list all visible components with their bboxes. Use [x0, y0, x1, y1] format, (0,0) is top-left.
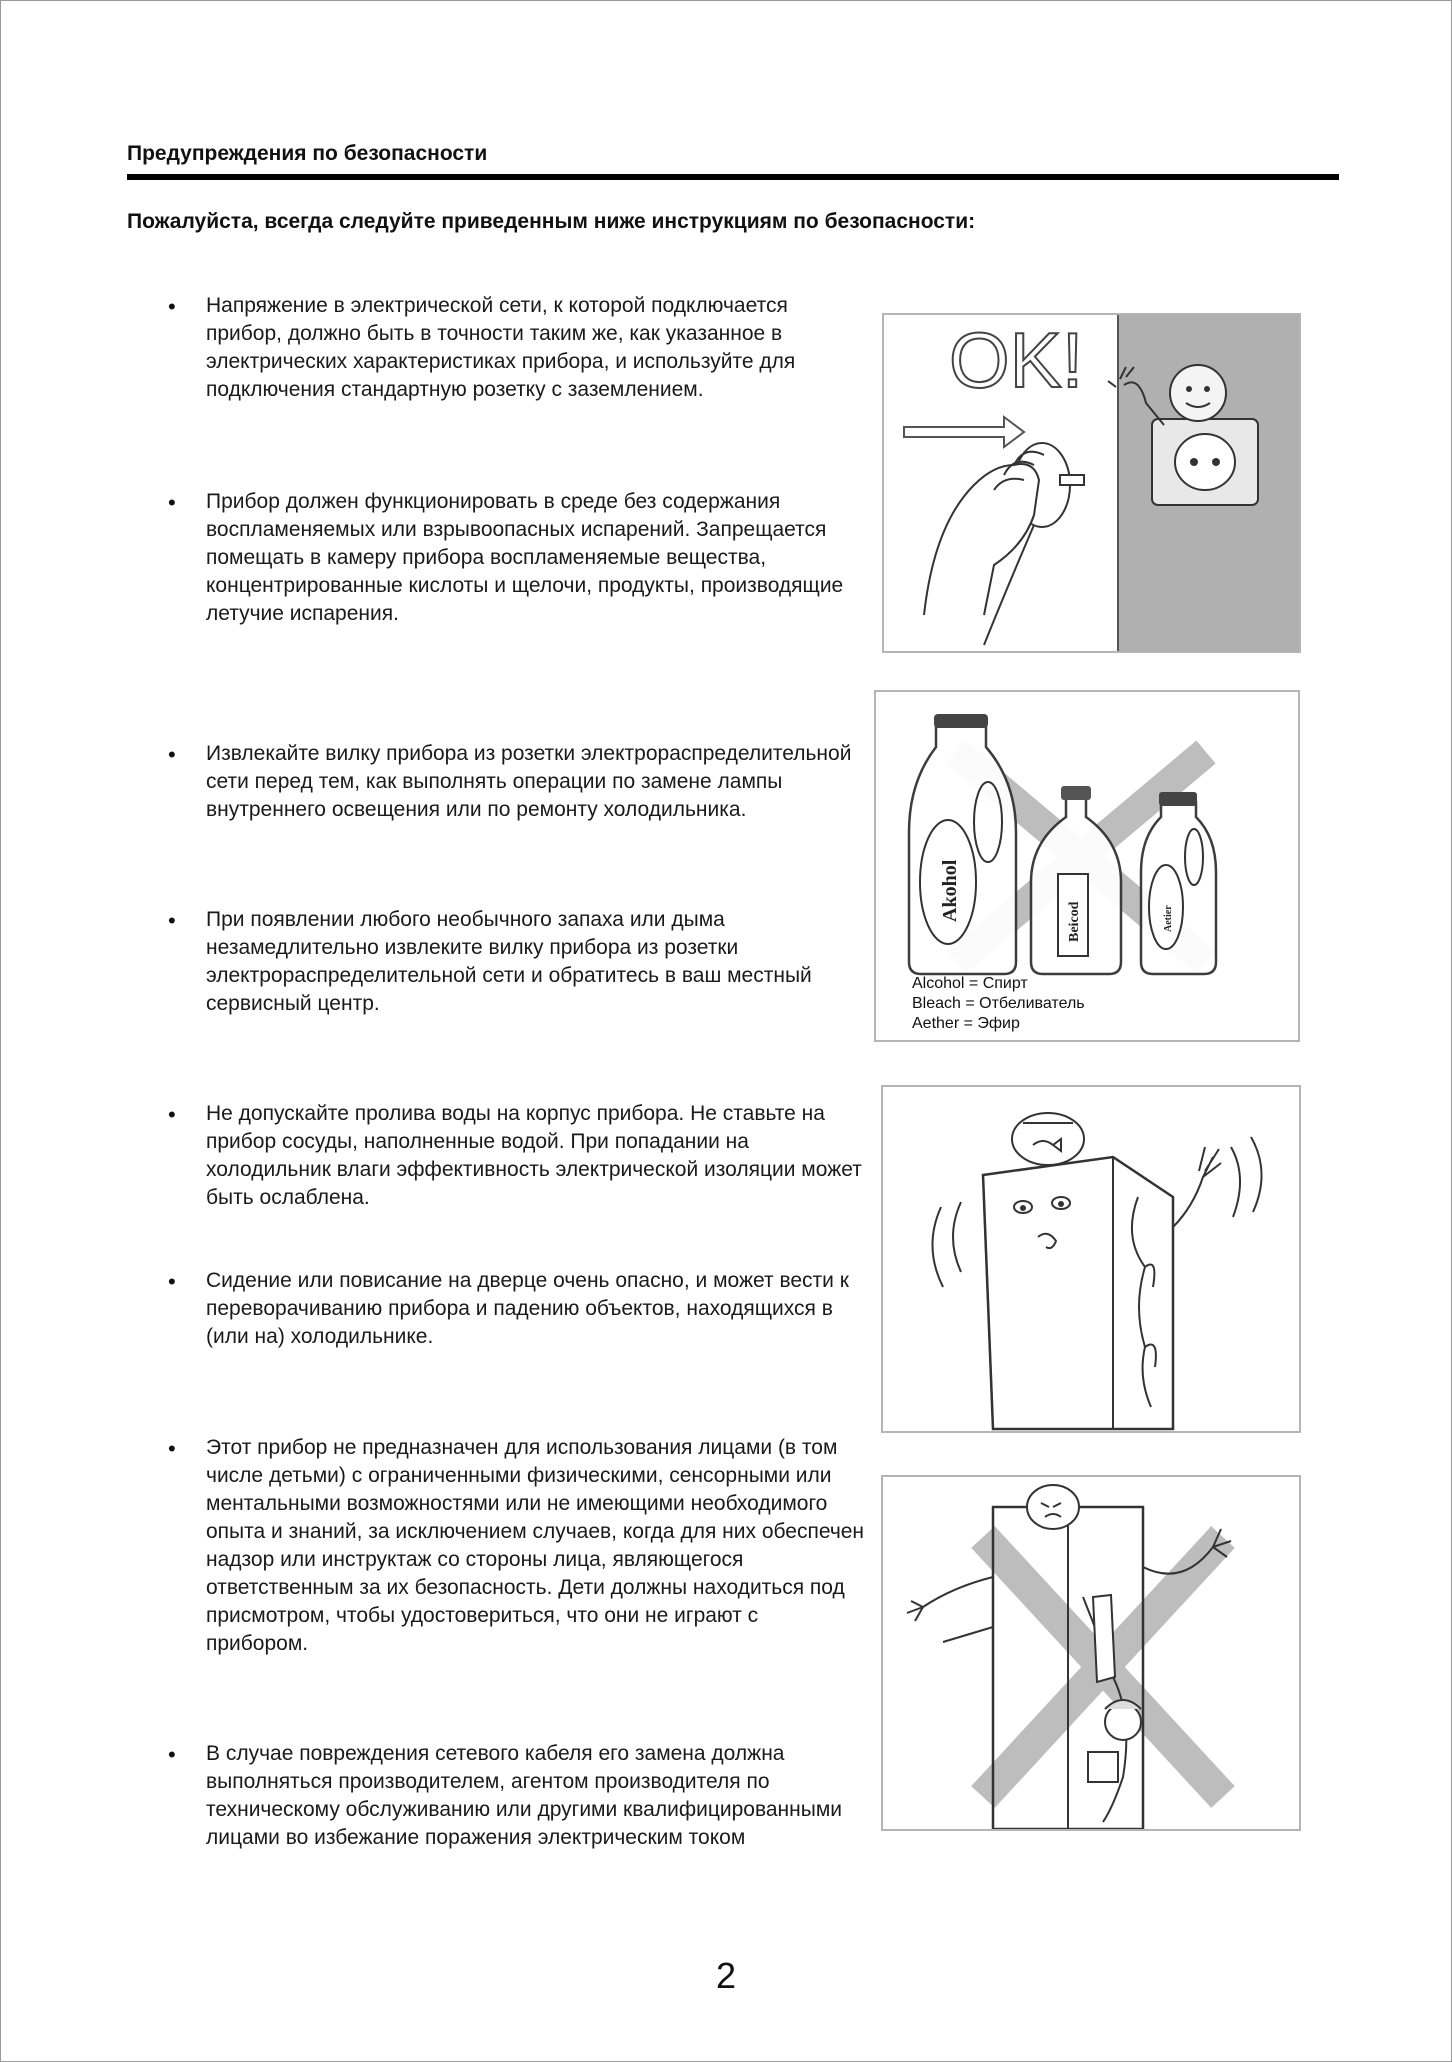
- bottle-label-alcohol: Akohol: [939, 859, 961, 922]
- page-number: 2: [715, 1955, 737, 1996]
- bullet-dot-icon: •: [168, 1742, 176, 1767]
- bottle-label-aether: Aetier: [1163, 905, 1174, 932]
- section-title: Предупреждения по безопасности: [127, 142, 488, 165]
- bullet-text: Извлекайте вилку прибора из розетки электрораспределительной сети перед тем, как выполнять операции по замене лампы внутреннего освещения или по ремонту холодильника.: [206, 742, 852, 821]
- ok-label: OK!: [949, 316, 1084, 404]
- bullet-dot-icon: •: [168, 908, 176, 933]
- bullet-dot-icon: •: [168, 490, 176, 515]
- child-on-door-illustration: [881, 1475, 1301, 1831]
- bullet-text: Напряжение в электрической сети, к которой подключается прибор, должно быть в точности таким же, как указанное в электрических характеристиках прибора, и используйте для подключения стандартную розетку с заземлением.: [206, 294, 796, 401]
- plug-socket-illustration: [882, 313, 1301, 653]
- bullet-dot-icon: •: [168, 294, 176, 319]
- bullet-text: Прибор должен функционировать в среде без содержания воспламеняемых или взрывоопасных испарений. Запрещается помещать в камеру прибора воспламеняемые вещества, концентрированные кислоты и щелочи, продукты, производящие летучие испарения.: [206, 490, 844, 625]
- legend-line-bleach: Bleach = Отбеливатель: [912, 995, 1085, 1012]
- bullet-text: Не допускайте пролива воды на корпус прибора. Не ставьте на прибор сосуды, наполненные водой. При попадании на холодильник влаги эффективность электрической изоляции может быть ослаблена.: [206, 1102, 862, 1209]
- bullet-text: В случае повреждения сетевого кабеля его замена должна выполняться производителем, агентом производителя по техническому обслуживанию или другими квалифицированными лицами во избежание поражения электрическим током: [206, 1742, 842, 1849]
- bullet-text: Этот прибор не предназначен для использования лицами (в том числе детьми) с ограниченными физическими, сенсорными или ментальными возможностями или не имеющими необходимого опыта и знаний, за исключением случаев, когда для них обеспечен надзор или инструктаж со стороны лица, являющегося ответственным за их безопасность. Дети должны находиться под присмотром, чтобы удостовериться, что они не играют с прибором.: [206, 1436, 865, 1655]
- bullet-dot-icon: •: [168, 1102, 176, 1127]
- legend-line-aether: Aether = Эфир: [912, 1015, 1020, 1032]
- bullet-text: При появлении любого необычного запаха или дыма незамедлительно извлеките вилку прибора из розетки электрораспределительной сети и обратитесь в ваш местный сервисный центр.: [206, 908, 812, 1015]
- bottles-illustration: [874, 690, 1300, 1042]
- bullet-dot-icon: •: [168, 1436, 176, 1461]
- bullet-text: Сидение или повисание на дверце очень опасно, и может вести к переворачиванию прибора и падению объектов, находящихся в (или на) холодильнике.: [206, 1269, 849, 1348]
- water-on-fridge-illustration: [881, 1085, 1301, 1433]
- intro-text: Пожалуйста, всегда следуйте приведенным ниже инструкциям по безопасности:: [127, 210, 976, 233]
- bullet-dot-icon: •: [168, 742, 176, 767]
- title-divider: [127, 174, 1339, 180]
- bottle-label-bleach: Beicod: [1067, 901, 1082, 942]
- bullet-dot-icon: •: [168, 1269, 176, 1294]
- legend-line-alcohol: Alcohol = Спирт: [912, 975, 1028, 992]
